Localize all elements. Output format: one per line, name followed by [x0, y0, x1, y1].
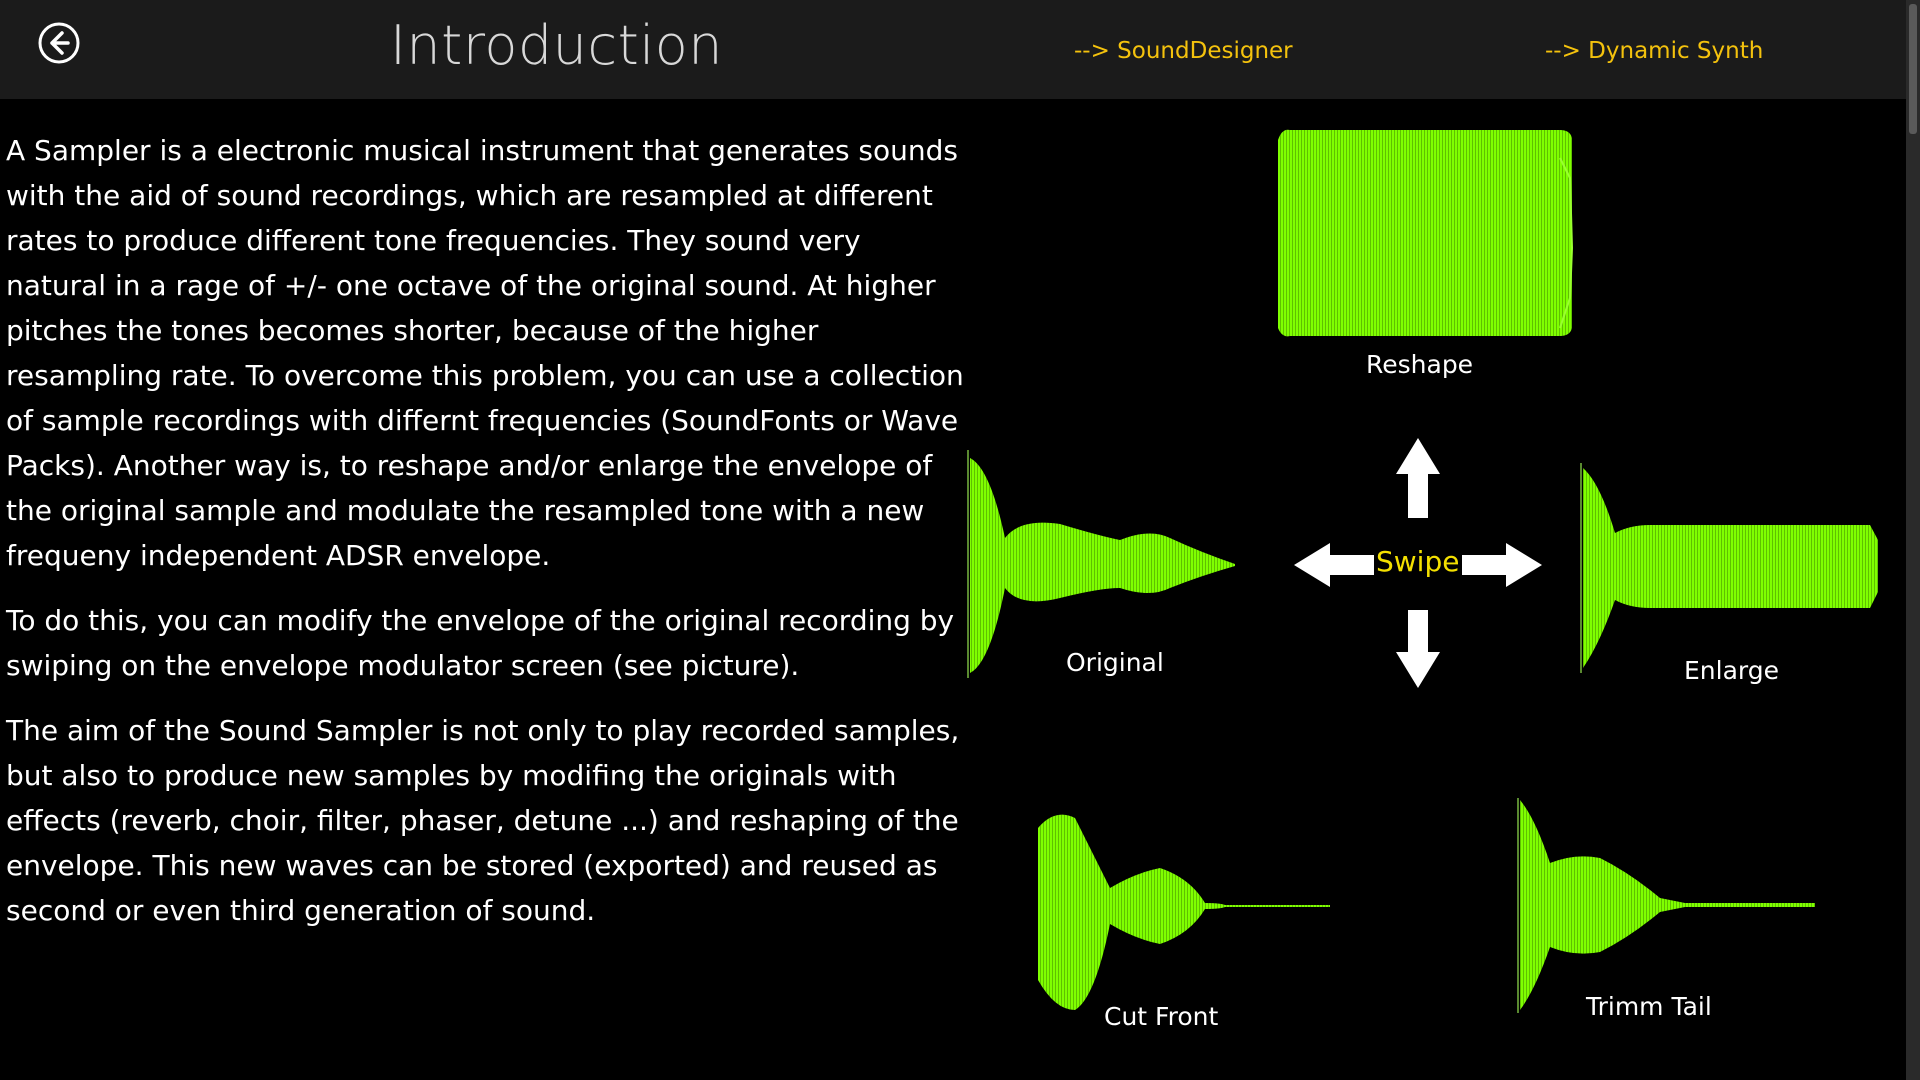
- scrollbar-thumb[interactable]: [1909, 4, 1917, 134]
- trimm-tail-label: Trimm Tail: [1586, 992, 1712, 1021]
- app-header: [0, 0, 1920, 99]
- intro-paragraph-1: A Sampler is a electronic musical instrument that generates sounds with the aid of sound recordings, which are resampled at different rates to produce different tone frequencies. They sound very natural in a rage of +/- one octave of the original sound. At higher pitches the tones becomes shorter, because of the higher resampling rate. To overcome this problem, you can use a collection of sample recordings with differnt frequencies (SoundFonts or Wave Packs). Another way is, to reshape and/or enlarge the envelope of the original sample and modulate the resampled tone with a new frequeny independent ADSR envelope.: [6, 134, 964, 572]
- intro-paragraph-2: To do this, you can modify the envelope of the original recording by swiping on the envelope modulator screen (see picture).: [6, 604, 955, 682]
- vertical-scrollbar[interactable]: [1906, 0, 1920, 1080]
- circle-arrow-left-icon: [40, 24, 78, 62]
- sound-designer-link[interactable]: --> SoundDesigner: [1074, 38, 1293, 64]
- original-waveform: [968, 450, 1235, 678]
- back-button[interactable]: [36, 20, 82, 66]
- intro-paragraph-3: The aim of the Sound Sampler is not only to play recorded samples, but also to produce new samples by modifing the originals with effects (reverb, choir, filter, phaser, detune ...) and reshaping of the envelope. This new waves can be stored (exported) and reused as second or even third generation of sound.: [6, 714, 960, 927]
- cut-front-label: Cut Front: [1104, 1002, 1219, 1031]
- envelope-diagram: [960, 118, 1890, 1080]
- arrow-right-icon: [1462, 543, 1542, 587]
- enlarge-label: Enlarge: [1684, 656, 1779, 685]
- arrow-left-icon: [1294, 543, 1374, 587]
- dynamic-synth-link[interactable]: --> Dynamic Synth: [1545, 38, 1764, 64]
- intro-text: [6, 128, 966, 953]
- reshape-label: Reshape: [1366, 350, 1474, 379]
- enlarge-waveform: [1581, 463, 1878, 673]
- original-label: Original: [1066, 648, 1164, 677]
- arrow-up-icon: [1396, 438, 1440, 518]
- page-title: Introduction: [390, 14, 724, 77]
- trimm-tail-waveform: [1518, 798, 1815, 1013]
- reshape-waveform: [1278, 130, 1572, 337]
- arrow-down-icon: [1396, 610, 1440, 688]
- cut-front-waveform: [1038, 815, 1330, 1010]
- swipe-label: Swipe: [1376, 545, 1460, 578]
